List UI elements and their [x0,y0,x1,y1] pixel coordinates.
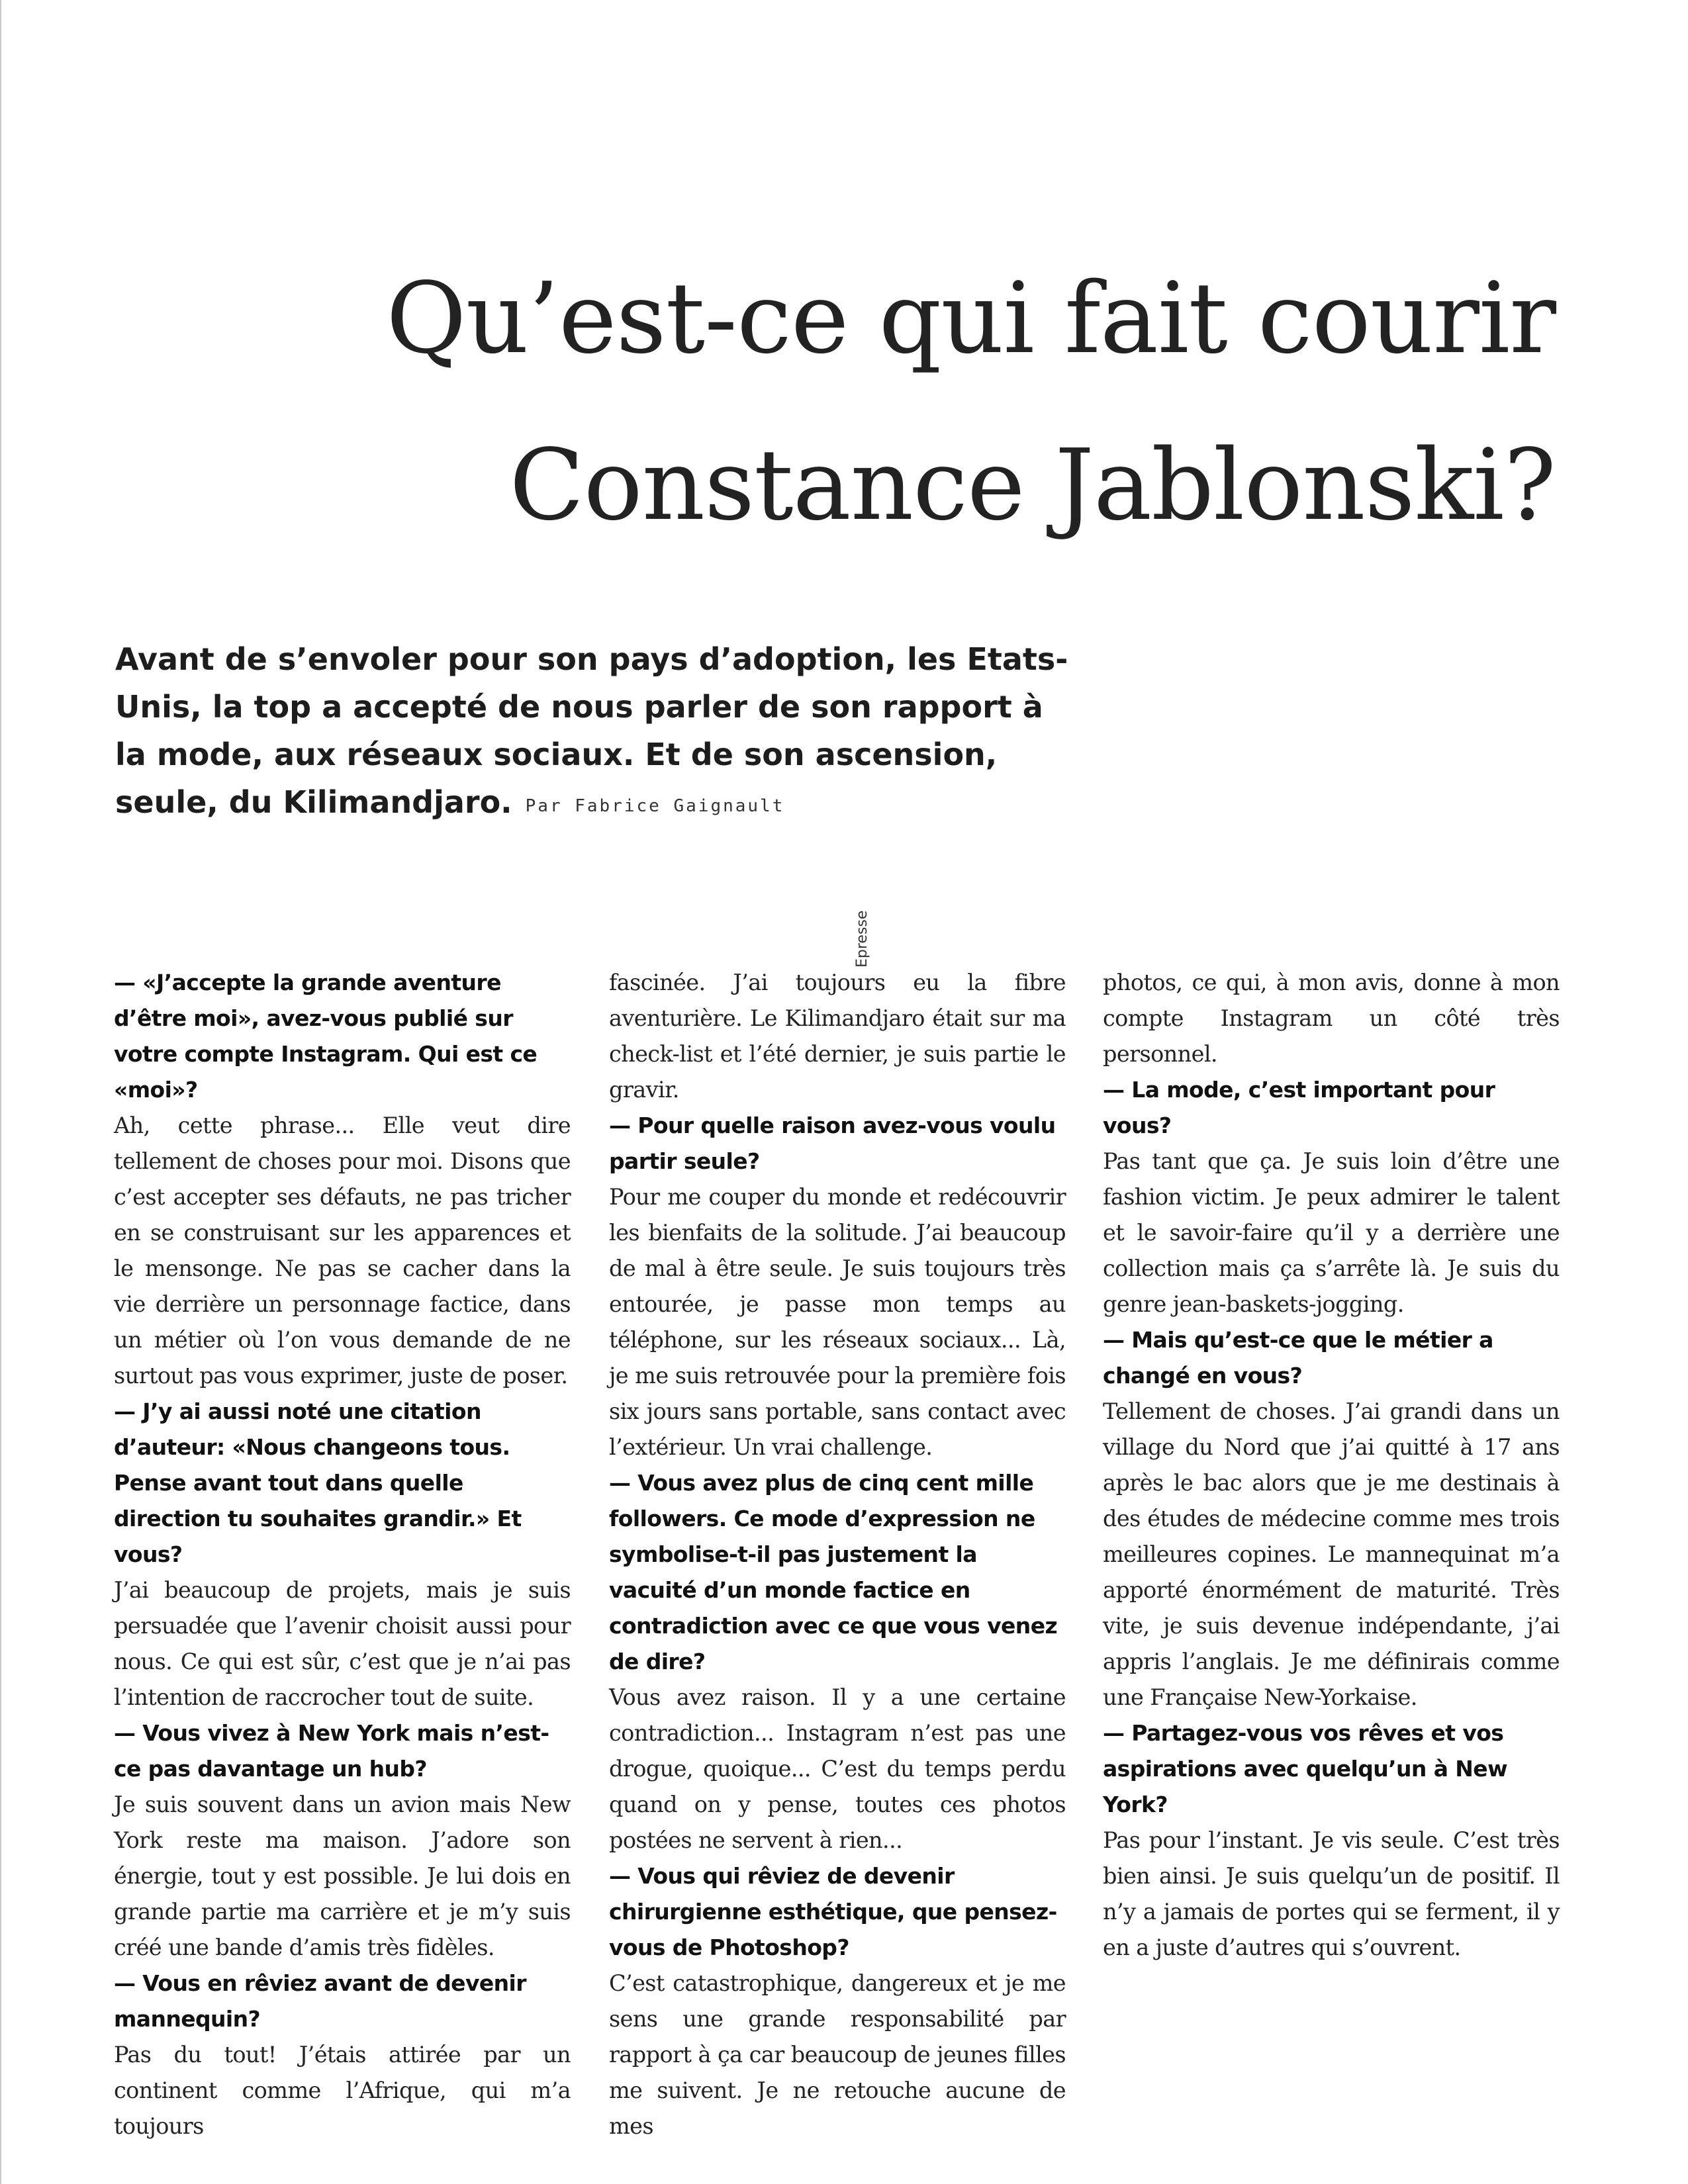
interview-question: — Vous avez plus de cinq cent mille followers. Ce mode d’expression ne symbolise-t-il pas justement la vacuité d’un monde factice en contradiction avec ce que vous venez de dire? [609,1470,1058,1674]
interview-answer: Pour me couper du monde et redécouvrir les bienfaits de la solitude. J’ai beaucoup de mal à être seule. Je suis toujours très entourée, je passe mon temps au téléphone, sur les réseaux sociaux... Là, je me suis retrouvée pour la première fois six jours sans portable, sans contact avec l’extérieur. Un vrai challenge. [609,1184,1066,1460]
interview-question: — J’y ai aussi noté une citation d’auteur: «Nous changeons tous. Pense avant tout dans quelle direction tu souhaites grandir.» Et vous? [114,1398,522,1567]
title-line-2: Constance Jablonski? [509,428,1556,542]
column-3 [1103,965,1560,1966]
column-2 [609,965,1066,2144]
byline: Par Fabrice Gaignault [525,796,785,816]
watermark: Epresse [854,910,870,968]
interview-question: — Pour quelle raison avez-vous voulu partir seule? [609,1113,1056,1174]
interview-answer: C’est catastrophique, dangereux et je me sens une grande responsabilité par rapport à ça car beaucoup de jeunes filles me suivent. Je ne retouche aucune de mes [609,1970,1066,2139]
interview-answer: J’ai beaucoup de projets, mais je suis persuadée que l’avenir choisit aussi pour nous. Ce qui est sûr, c’est que je n’ai pas l’intention de raccrocher tout de suite. [114,1577,571,1710]
interview-answer: Je suis souvent dans un avion mais New York reste ma maison. J’adore son énergie, tout y est possible. Je lui dois en grande partie ma carrière et je m’y suis créé une bande d’amis très fidèles. [114,1792,571,1960]
interview-answer: photos, ce qui, à mon avis, donne à mon compte Instagram un côté très personnel. [1103,970,1560,1067]
page-edge-line [0,0,1,2184]
interview-question: — Vous en rêviez avant de devenir mannequin? [114,1970,526,2032]
interview-answer: Pas du tout! J’étais attirée par un continent comme l’Afrique, qui m’a toujours [114,2042,571,2139]
interview-question: — Partagez-vous vos rêves et vos aspirations avec quelqu’un à New York? [1103,1720,1507,1817]
standfirst [115,635,1068,830]
interview-question: — Vous qui rêviez de devenir chirurgienne esthétique, que pensez-vous de Photoshop? [609,1863,1057,1960]
article-title [371,235,1556,569]
interview-question: — La mode, c’est important pour vous? [1103,1077,1495,1138]
standfirst-text: Avant de s’envoler pour son pays d’adoption, les Etats-Unis, la top a accepté de nous parler de son rapport à la mode, aux réseaux sociaux. Et de son ascension, seule, du Kilimandjaro. [115,641,1068,820]
interview-answer: Pas tant que ça. Je suis loin d’être une fashion victim. Je peux admirer le talent et le savoir-faire qu’il y a derrière une collection mais ça s’arrête là. Je suis du genre jean-baskets-jogging. [1103,1148,1560,1317]
interview-question: — «J’accepte la grande aventure d’être moi», avez-vous publié sur votre compte Instagram. Qui est ce «moi»? [114,970,538,1103]
interview-answer: Ah, cette phrase... Elle veut dire tellement de choses pour moi. Disons que c’est accepter ses défauts, ne pas tricher en se construisant sur les apparences et le mensonge. Ne pas se cacher dans la vie derrière un personnage factice, dans un métier où l’on vous demande de ne surtout pas vous exprimer, juste de poser. [114,1113,571,1388]
column-1 [114,965,571,2144]
interview-answer: fascinée. J’ai toujours eu la fibre aventurière. Le Kilimandjaro était sur ma check-list et l’été dernier, je suis partie le gravir. [609,970,1066,1103]
interview-question: — Vous vivez à New York mais n’est-ce pas davantage un hub? [114,1720,549,1782]
interview-question: — Mais qu’est-ce que le métier a changé en vous? [1103,1327,1493,1388]
interview-answer: Pas pour l’instant. Je vis seule. C’est très bien ainsi. Je suis quelqu’un de positif. Il n’y a jamais de portes qui se ferment, il y en a juste d’autres qui s’ouvrent. [1103,1827,1560,1960]
title-line-1: Qu’est-ce qui fait courir [386,261,1556,375]
interview-answer: Vous avez raison. Il y a une certaine contradiction... Instagram n’est pas une drogue, quoique... C’est du temps perdu quand on y pense, toutes ces photos postées ne servent à rien... [609,1684,1066,1853]
interview-answer: Tellement de choses. J’ai grandi dans un village du Nord que j’ai quitté à 17 ans après le bac alors que je me destinais à des études de médecine comme mes trois meilleures copines. Le mannequinat m’a apporté énormément de maturité. Très vite, je suis devenue indépendante, j’ai appris l’anglais. Je me définirais comme une Française New-Yorkaise. [1103,1398,1560,1710]
